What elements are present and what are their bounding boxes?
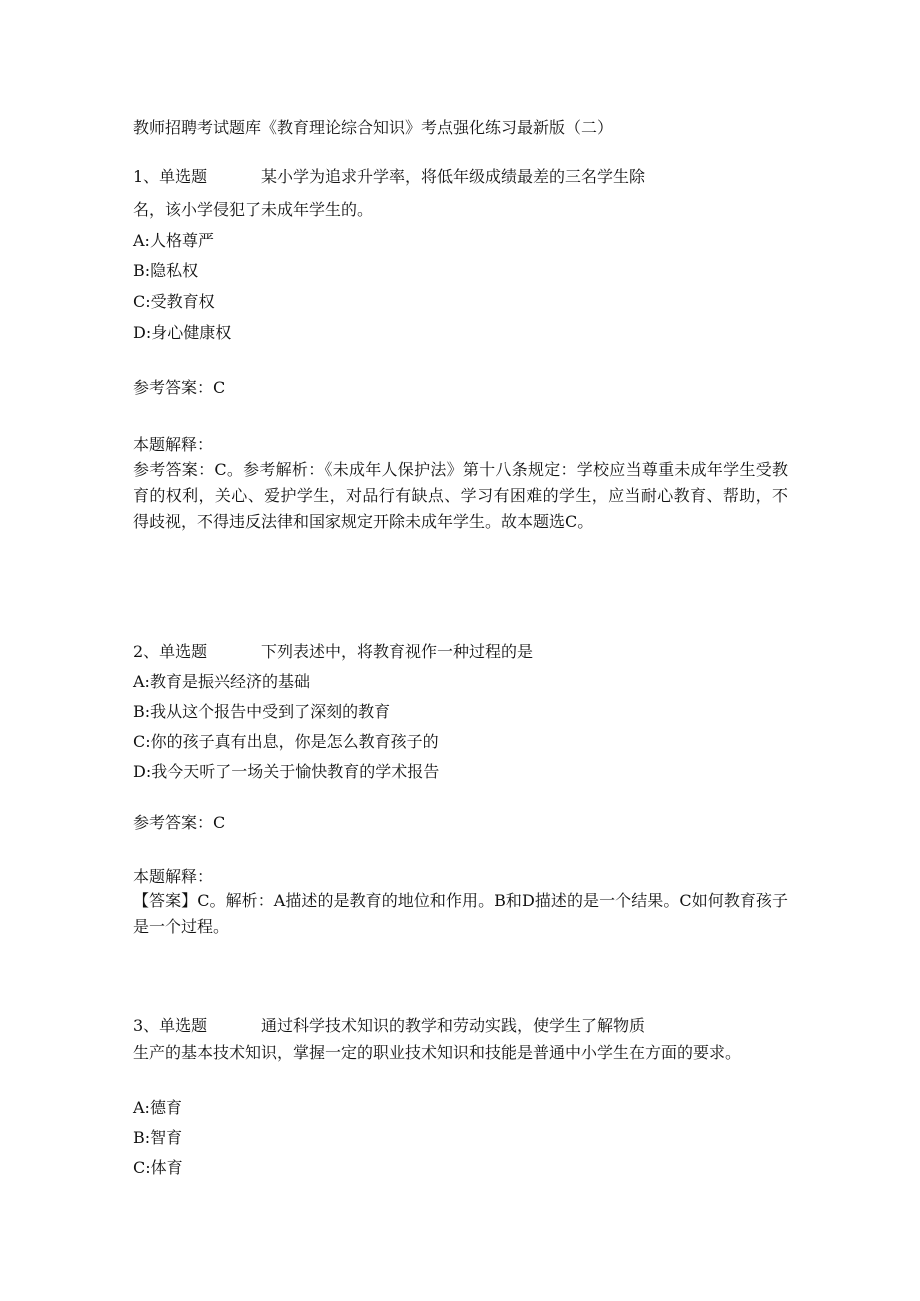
question-1-number-type: 1、单选题 [133, 167, 208, 186]
question-1-answer: 参考答案：C [133, 378, 226, 397]
question-1-explanation: 参考答案：C。参考解析：《未成年人保护法》第十八条规定：学校应当尊重未成年学生受教育的权利，关心、爱护学生，对品行有缺点、学习有困难的学生，应当耐心教育、帮助，不得歧视，不得违反法律和国家规定开除未成年学生。故本题选C。 [133, 460, 788, 531]
question-1-option-d: D:身心健康权 [133, 323, 232, 342]
question-3-number-type: 3、单选题 [133, 1016, 208, 1035]
question-2-number-type: 2、单选题 [133, 642, 208, 661]
question-3-stem-rest: 生产的基本技术知识，掌握一定的职业技术知识和技能是普通中小学生在方面的要求。 [133, 1043, 742, 1062]
question-2-option-d: D:我今天听了一场关于愉快教育的学术报告 [133, 762, 440, 781]
question-1-stem-rest: 名，该小学侵犯了未成年学生的。 [133, 200, 374, 219]
question-3-option-a: A:德育 [133, 1098, 182, 1117]
question-1-explain-label: 本题解释： [133, 435, 214, 454]
question-1-stem-first: 某小学为追求升学率，将低年级成绩最差的三名学生除 [261, 167, 646, 186]
question-1-stem-head [133, 166, 645, 188]
document-title: 教师招聘考试题库《教育理论综合知识》考点强化练习最新版（二） [133, 118, 614, 137]
question-1-option-c: C:受教育权 [133, 292, 215, 311]
question-2-explain-label: 本题解释： [133, 867, 214, 886]
question-2-option-a: A:教育是振兴经济的基础 [133, 672, 310, 691]
question-1-option-b: B:隐私权 [133, 261, 199, 280]
question-3-stem-first: 通过科学技术知识的教学和劳动实践，使学生了解物质 [261, 1016, 646, 1035]
question-2-option-c: C:你的孩子真有出息，你是怎么教育孩子的 [133, 732, 439, 751]
question-2-answer: 参考答案：C [133, 813, 226, 832]
question-2-stem-head [133, 641, 533, 663]
question-3-option-c: C:体育 [133, 1158, 183, 1177]
question-3-option-b: B:智育 [133, 1128, 183, 1147]
question-2-explanation: 【答案】C。解析：A描述的是教育的地位和作用。B和D描述的是一个结果。C如何教育孩子是一个过程。 [133, 891, 788, 936]
question-1-option-a: A:人格尊严 [133, 231, 214, 250]
question-3-stem-head [133, 1015, 645, 1037]
question-2-option-b: B:我从这个报告中受到了深刻的教育 [133, 702, 391, 721]
question-2-stem-first: 下列表述中，将教育视作一种过程的是 [261, 642, 534, 661]
